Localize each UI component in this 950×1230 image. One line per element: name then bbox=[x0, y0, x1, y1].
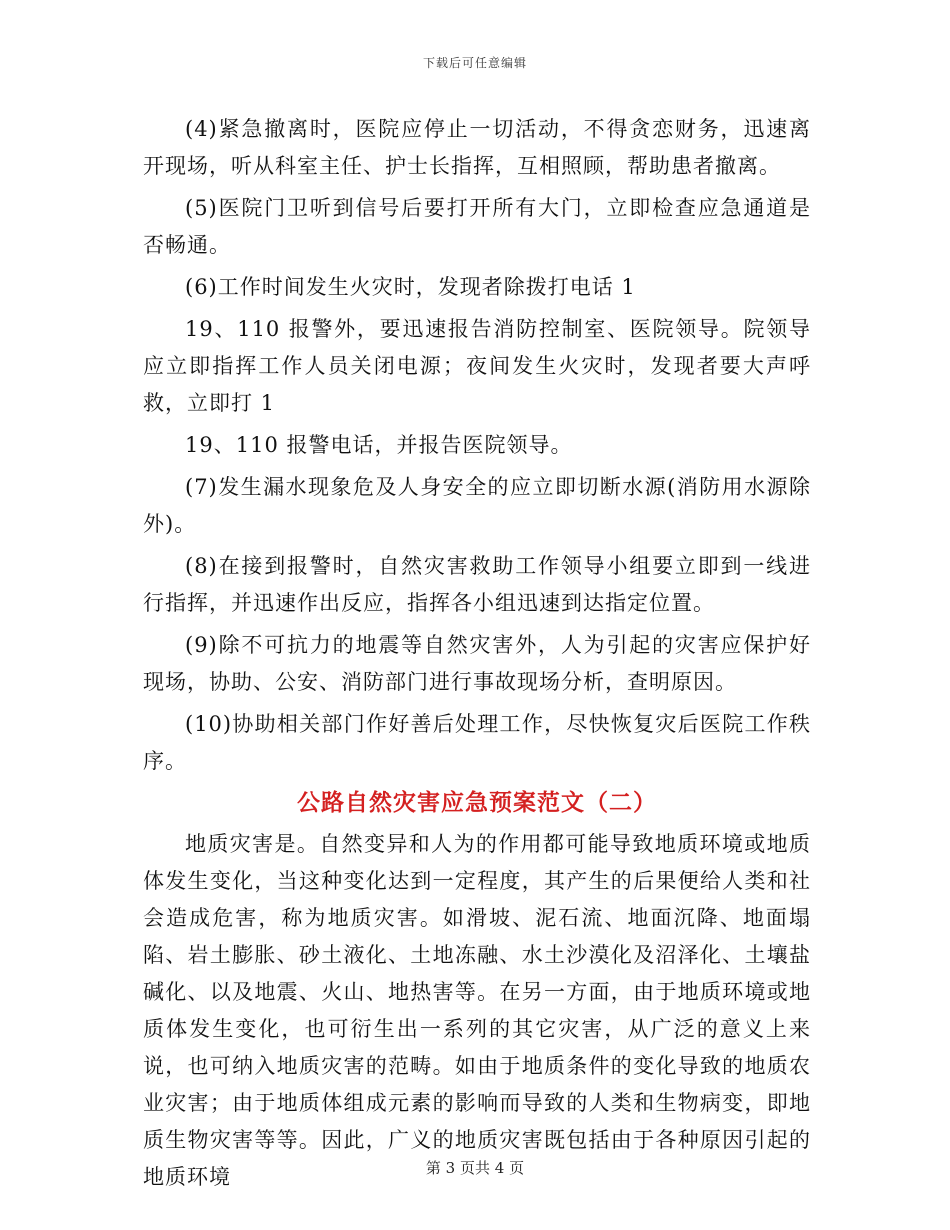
page-header: 下载后可任意编辑 bbox=[422, 56, 527, 70]
paragraph-item-5: (5)医院门卫听到信号后要打开所有大门，立即检查应急通道是否畅通。 bbox=[143, 196, 811, 257]
section-body bbox=[143, 826, 811, 1196]
paragraph-item-9: (9)除不可抗力的地震等自然灾害外，人为引起的灾害应保护好现场，协助、公安、消防部门进行事故现场分析，查明原因。 bbox=[143, 633, 811, 694]
paragraph-item-8: (8)在接到报警时，自然灾害救助工作领导小组要立即到一线进行指挥，并迅速作出反应，指挥各小组迅速到达指定位置。 bbox=[143, 554, 811, 615]
paragraph-item-6: (6)工作时间发生火灾时，发现者除拨打电话 1 bbox=[185, 275, 636, 299]
section-paragraph: 地质灾害是。自然变异和人为的作用都可能导致地质环境或地质体发生变化，当这种变化达到一定程度，其产生的后果便给人类和社会造成危害，称为地质灾害。如滑坡、泥石流、地面沉降、地面塌陷、岩土膨胀、砂土液化、土地冻融、水土沙漠化及沼泽化、土壤盐碱化、以及地震、火山、地热害等。在另一方面，由于地质环境或地质体发生变化，也可衍生出一系列的其它灾害，从广泛的意义上来说，也可纳入地质灾害的范畴。如由于地质条件的变化导致的地质农业灾害；由于地质体组成元素的影响而导致的人类和生物病变，即地质生物灾害等等。因此，广义的地质灾害既包括由于各种原因引起的地质环境 bbox=[143, 832, 811, 1189]
document-body bbox=[143, 111, 811, 1196]
paragraph-item-7: (7)发生漏水现象危及人身安全的应立即切断水源(消防用水源除外)。 bbox=[143, 475, 811, 536]
page-footer: 第 3 页共 4 页 bbox=[425, 1159, 525, 1177]
paragraph-item-10: (10)协助相关部门作好善后处理工作，尽快恢复灾后医院工作秩序。 bbox=[143, 712, 811, 773]
paragraph-item-4: (4)紧急撤离时，医院应停止一切活动，不得贪恋财务，迅速离开现场，听从科室主任、护士长指挥，互相照顾，帮助患者撤离。 bbox=[143, 117, 811, 178]
paragraph-item-6-continued: 19、110 报警外，要迅速报告消防控制室、医院领导。院领导应立即指挥工作人员关闭电源；夜间发生火灾时，发现者要大声呼救，立即打 1 bbox=[143, 317, 811, 415]
section-title: 公路自然灾害应急预案范文（二） bbox=[297, 790, 657, 816]
paragraph-item-6-end: 19、110 报警电话，并报告医院领导。 bbox=[185, 433, 573, 457]
